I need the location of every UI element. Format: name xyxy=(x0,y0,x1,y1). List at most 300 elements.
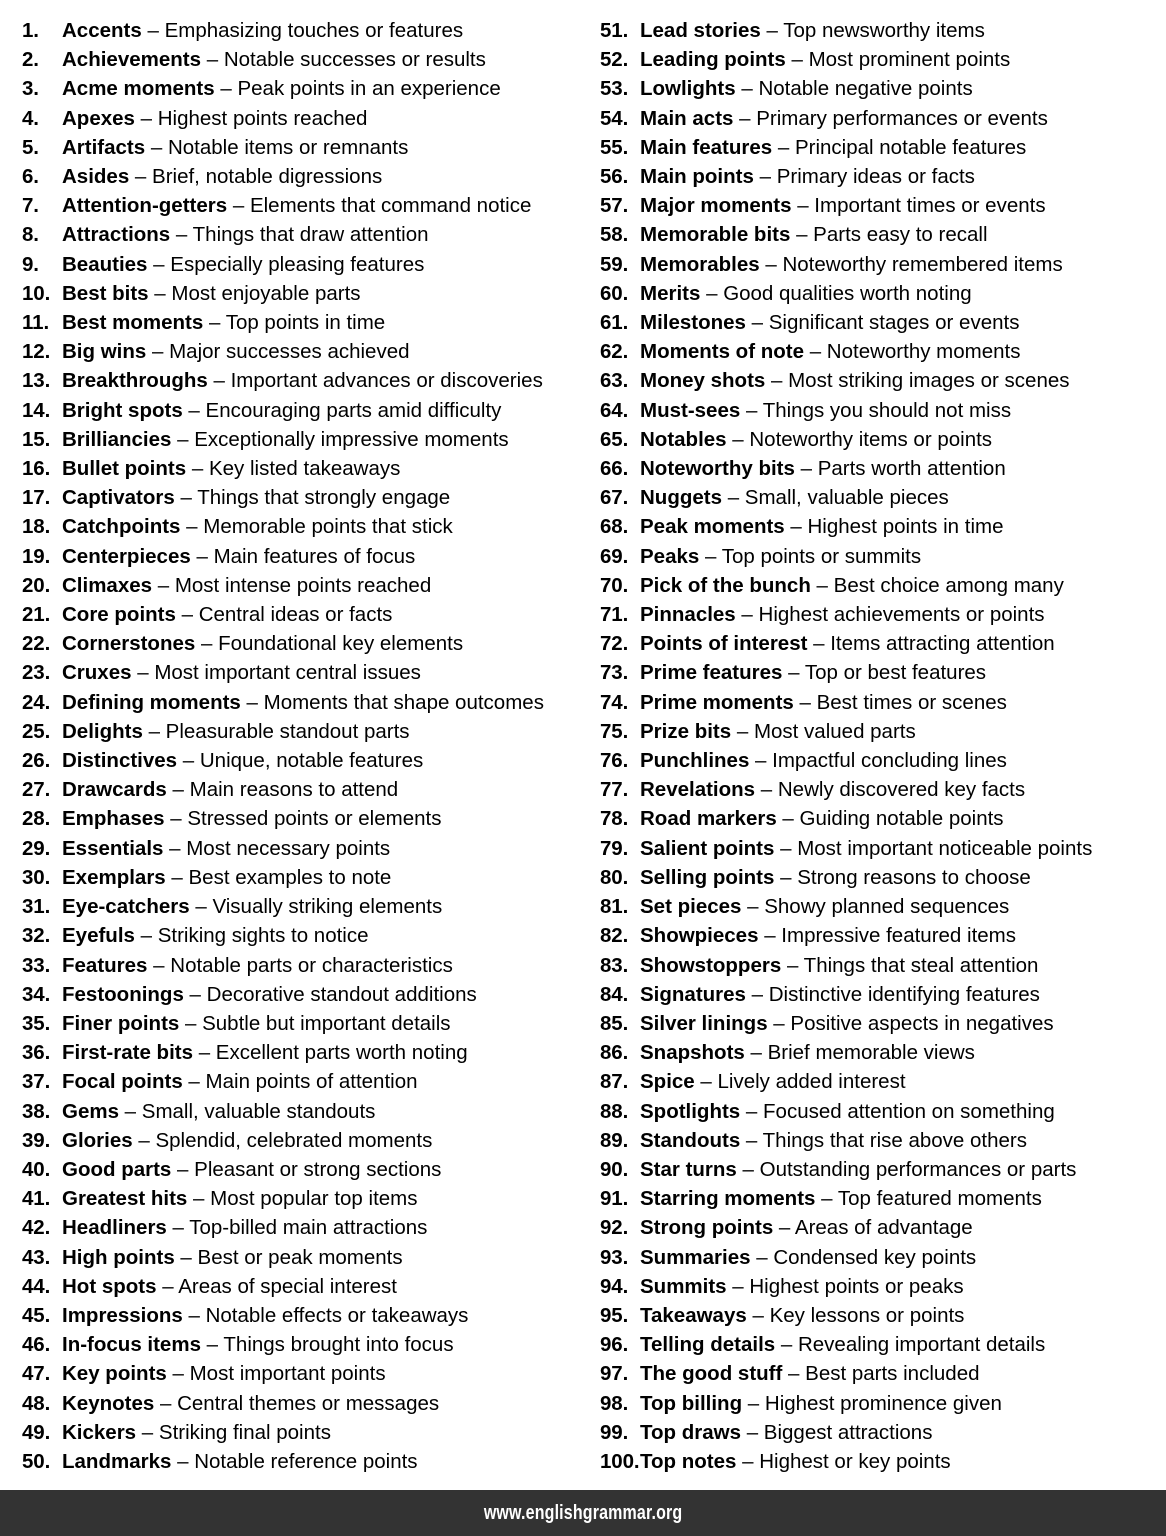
list-item-term: Core points xyxy=(62,603,176,627)
list-item-definition: Notable parts or characteristics xyxy=(170,953,453,977)
list-item-separator: – xyxy=(758,924,782,948)
list-item-definition: Noteworthy items or points xyxy=(749,427,993,451)
list-item-body xyxy=(640,133,1166,162)
list-item-definition: Parts worth attention xyxy=(817,457,1006,481)
list-item-separator: – xyxy=(791,194,815,218)
footer-bar xyxy=(0,1490,1166,1536)
list-item-number: 58. xyxy=(600,223,629,247)
list-item-number: 36. xyxy=(22,1041,51,1065)
list-item-term: Starring moments xyxy=(640,1187,816,1211)
list-item-body xyxy=(62,220,583,249)
list-item-body xyxy=(640,162,1166,191)
list-item xyxy=(22,308,583,337)
list-item xyxy=(22,74,583,103)
list-item-separator: – xyxy=(129,165,153,189)
list-item-separator: – xyxy=(781,953,804,977)
list-item-body xyxy=(62,366,583,395)
list-item-body xyxy=(640,717,1166,746)
list-item-number: 13. xyxy=(22,369,51,393)
list-item xyxy=(22,571,583,600)
list-item-separator: – xyxy=(753,165,777,189)
list-item-definition: Impressive featured items xyxy=(781,924,1016,948)
list-item-term: Snapshots xyxy=(640,1041,745,1065)
list-item-definition: Items attracting attention xyxy=(830,632,1055,656)
list-item-body xyxy=(62,834,583,863)
list-item-separator: – xyxy=(182,398,206,422)
list-item-body xyxy=(62,308,583,337)
list-item-separator: – xyxy=(785,48,809,72)
list-item-definition: Notable successes or results xyxy=(223,48,486,72)
list-item-term: Acme moments xyxy=(62,77,215,101)
list-item xyxy=(22,892,583,921)
list-item xyxy=(600,951,1166,980)
list-item-definition: Small, valuable standouts xyxy=(141,1099,376,1123)
list-item-term: The good stuff xyxy=(640,1362,783,1386)
list-item-definition: Impactful concluding lines xyxy=(772,749,1007,773)
list-item-number: 15. xyxy=(22,427,51,451)
list-item xyxy=(22,1213,583,1242)
list-item-term: Spice xyxy=(640,1070,695,1094)
list-item xyxy=(600,688,1166,717)
list-item-body xyxy=(62,191,583,220)
list-item-separator: – xyxy=(154,1391,178,1415)
list-item-separator: – xyxy=(736,1449,760,1473)
list-item-body xyxy=(62,16,583,45)
list-item-separator: – xyxy=(207,369,231,393)
list-item-separator: – xyxy=(203,311,226,335)
list-item-separator: – xyxy=(782,1362,806,1386)
list-item-number: 89. xyxy=(600,1128,629,1152)
list-item-separator: – xyxy=(733,106,757,130)
list-item-number: 16. xyxy=(22,457,51,481)
list-item-term: Pinnacles xyxy=(640,603,736,627)
list-item-definition: Parts easy to recall xyxy=(813,223,988,247)
list-item-number: 18. xyxy=(22,515,51,539)
list-item-term: Best bits xyxy=(62,281,149,305)
list-item-body xyxy=(62,74,583,103)
list-item-separator: – xyxy=(744,1041,768,1065)
list-item-number: 17. xyxy=(22,486,51,510)
list-item-definition: Highest achievements or points xyxy=(758,603,1045,627)
list-item xyxy=(22,162,583,191)
list-item-definition: Pleasant or strong sections xyxy=(194,1157,442,1181)
list-item-term: Spotlights xyxy=(640,1099,741,1123)
list-item-term: Main acts xyxy=(640,106,734,130)
list-item xyxy=(600,921,1166,950)
list-item-separator: – xyxy=(774,865,798,889)
list-item-definition: Best or peak moments xyxy=(197,1245,403,1269)
list-item-term: Greatest hits xyxy=(62,1187,188,1211)
list-item xyxy=(600,366,1166,395)
list-item xyxy=(600,980,1166,1009)
list-item-definition: Important times or events xyxy=(814,194,1046,218)
list-item-separator: – xyxy=(164,807,188,831)
list-item-body xyxy=(62,1447,583,1476)
list-item-number: 98. xyxy=(600,1391,629,1415)
list-item-number: 87. xyxy=(600,1070,629,1094)
list-item-definition: Highest points or peaks xyxy=(749,1274,964,1298)
list-item-separator: – xyxy=(790,223,814,247)
list-item-separator: – xyxy=(772,135,795,159)
list-item-body xyxy=(640,74,1166,103)
list-item-definition: Top newsworthy items xyxy=(783,19,985,42)
list-item-body xyxy=(640,1301,1166,1330)
list-item-number: 84. xyxy=(600,982,629,1006)
list-item-body xyxy=(640,1447,1166,1476)
list-item-body xyxy=(62,1009,583,1038)
list-item-separator: – xyxy=(166,778,190,802)
list-item-separator: – xyxy=(152,573,175,597)
list-item xyxy=(22,1126,583,1155)
list-item-number: 56. xyxy=(600,165,629,189)
list-item xyxy=(22,1301,583,1330)
list-item-definition: Biggest attractions xyxy=(763,1420,933,1444)
list-item-body xyxy=(62,279,583,308)
list-item-separator: – xyxy=(174,1245,198,1269)
list-item-body xyxy=(640,658,1166,687)
list-item-term: Merits xyxy=(640,281,701,305)
list-item-separator: – xyxy=(741,1420,764,1444)
list-item-separator: – xyxy=(147,252,171,276)
list-item-separator: – xyxy=(749,749,773,773)
list-item xyxy=(22,804,583,833)
list-item-body xyxy=(640,279,1166,308)
list-item-term: Top notes xyxy=(640,1449,737,1473)
list-item-number: 9. xyxy=(22,252,39,276)
list-item-body xyxy=(62,396,583,425)
list-item xyxy=(600,1038,1166,1067)
list-item-body xyxy=(62,1330,583,1359)
list-item-definition: Memorable points that stick xyxy=(203,515,453,539)
list-item-definition: Most important central issues xyxy=(154,661,421,685)
list-item-number: 24. xyxy=(22,690,51,714)
list-item-term: Must-sees xyxy=(640,398,741,422)
list-item xyxy=(22,1330,583,1359)
list-item-number: 14. xyxy=(22,398,51,422)
list-item-number: 71. xyxy=(600,603,629,627)
list-item-body xyxy=(62,337,583,366)
list-item xyxy=(600,1359,1166,1388)
list-item xyxy=(22,1097,583,1126)
list-item-term: Milestones xyxy=(640,311,746,335)
list-item-body xyxy=(640,746,1166,775)
list-item-separator: – xyxy=(740,1128,763,1152)
list-item xyxy=(600,1418,1166,1447)
list-item-number: 51. xyxy=(600,19,629,42)
list-item-number: 99. xyxy=(600,1420,629,1444)
list-item-definition: Moments that shape outcomes xyxy=(263,690,544,714)
list-item-definition: Condensed key points xyxy=(773,1245,977,1269)
list-item-term: Cornerstones xyxy=(62,632,196,656)
footer-website-text: www.englishgrammar.org xyxy=(483,1501,683,1524)
list-item-term: Prize bits xyxy=(640,719,732,743)
list-item-term: Exemplars xyxy=(62,865,166,889)
list-item-body xyxy=(62,1038,583,1067)
list-item xyxy=(22,1038,583,1067)
list-item-body xyxy=(640,1389,1166,1418)
list-item-definition: Foundational key elements xyxy=(218,632,464,656)
list-item-definition: Positive aspects in negatives xyxy=(790,1011,1054,1035)
list-item-definition: Primary ideas or facts xyxy=(776,165,975,189)
list-item-term: Strong points xyxy=(640,1216,774,1240)
list-item-separator: – xyxy=(784,515,808,539)
list-item-separator: – xyxy=(804,340,827,364)
list-item-term: Prime moments xyxy=(640,690,794,714)
list-item-term: Revelations xyxy=(640,778,756,802)
list-item-term: Summits xyxy=(640,1274,727,1298)
list-item-number: 27. xyxy=(22,778,51,802)
list-item-body xyxy=(62,1184,583,1213)
list-item-number: 76. xyxy=(600,749,629,773)
list-item-term: Showpieces xyxy=(640,924,759,948)
list-item-body xyxy=(640,1126,1166,1155)
list-item-number: 96. xyxy=(600,1333,629,1357)
list-item xyxy=(600,1155,1166,1184)
list-item-body xyxy=(640,892,1166,921)
list-item-definition: Things that draw attention xyxy=(192,223,429,247)
list-item-definition: Newly discovered key facts xyxy=(777,778,1026,802)
list-item xyxy=(600,191,1166,220)
list-item-term: Festoonings xyxy=(62,982,184,1006)
list-item-separator: – xyxy=(755,778,778,802)
list-item-number: 74. xyxy=(600,690,629,714)
list-item-body xyxy=(640,220,1166,249)
list-item-number: 43. xyxy=(22,1245,51,1269)
list-item-definition: Key listed takeaways xyxy=(208,457,401,481)
list-item-term: In-focus items xyxy=(62,1333,201,1357)
list-item-separator: – xyxy=(171,1157,195,1181)
list-item-body xyxy=(62,250,583,279)
list-item-definition: Good qualities worth noting xyxy=(723,281,972,305)
list-item-body xyxy=(640,629,1166,658)
list-item-number: 97. xyxy=(600,1362,629,1386)
list-item xyxy=(600,571,1166,600)
list-item-separator: – xyxy=(193,1041,216,1065)
list-item-separator: – xyxy=(746,1303,770,1327)
list-item-definition: Decorative standout additions xyxy=(206,982,477,1006)
list-item-term: Nuggets xyxy=(640,486,722,510)
list-item xyxy=(600,804,1166,833)
list-item xyxy=(600,1330,1166,1359)
list-item xyxy=(22,512,583,541)
list-item-separator: – xyxy=(200,1333,224,1357)
list-item xyxy=(600,512,1166,541)
list-item-separator: – xyxy=(141,19,165,42)
list-item xyxy=(600,863,1166,892)
list-item-term: Brilliancies xyxy=(62,427,172,451)
list-item-definition: Most intense points reached xyxy=(174,573,432,597)
list-item-definition: Notable effects or takeaways xyxy=(205,1303,469,1327)
list-item-term: Set pieces xyxy=(640,895,742,919)
list-item-body xyxy=(640,454,1166,483)
list-item-term: Punchlines xyxy=(640,749,750,773)
list-item-number: 42. xyxy=(22,1216,51,1240)
list-item xyxy=(22,191,583,220)
list-item-number: 57. xyxy=(600,194,629,218)
list-item-number: 52. xyxy=(600,48,629,72)
list-item-number: 31. xyxy=(22,895,51,919)
list-item-term: Emphases xyxy=(62,807,165,831)
list-item-separator: – xyxy=(726,1274,750,1298)
list-item-body xyxy=(640,951,1166,980)
list-item-definition: Main points of attention xyxy=(205,1070,418,1094)
list-item-definition: Key lessons or points xyxy=(769,1303,965,1327)
list-item-term: Main points xyxy=(640,165,754,189)
list-item-number: 20. xyxy=(22,573,51,597)
list-item-separator: – xyxy=(793,690,817,714)
list-item-definition: Best parts included xyxy=(805,1362,980,1386)
list-item xyxy=(22,366,583,395)
list-item-term: Achievements xyxy=(62,48,202,72)
list-item-term: Centerpieces xyxy=(62,544,191,568)
list-item-term: Selling points xyxy=(640,865,775,889)
list-item-definition: Striking final points xyxy=(158,1420,331,1444)
list-item-body xyxy=(62,951,583,980)
list-item-definition: Top points in time xyxy=(225,311,386,335)
list-item-separator: – xyxy=(745,311,769,335)
list-item-term: Keynotes xyxy=(62,1391,155,1415)
list-item-body xyxy=(62,162,583,191)
list-item-number: 63. xyxy=(600,369,629,393)
list-item-number: 70. xyxy=(600,573,629,597)
list-item-separator: – xyxy=(815,1187,838,1211)
list-column-right xyxy=(583,16,1166,1476)
list-item-term: Salient points xyxy=(640,836,775,860)
list-item-number: 91. xyxy=(600,1187,629,1211)
list-column-left xyxy=(0,16,583,1476)
list-item-definition: Subtle but important details xyxy=(202,1011,451,1035)
list-item-separator: – xyxy=(180,515,204,539)
list-item-term: Drawcards xyxy=(62,778,167,802)
list-item-body xyxy=(62,746,583,775)
list-item xyxy=(600,1097,1166,1126)
list-item-separator: – xyxy=(190,544,214,568)
list-item-body xyxy=(640,863,1166,892)
list-item-definition: Distinctive identifying features xyxy=(768,982,1040,1006)
list-item xyxy=(600,16,1166,45)
list-item-number: 10. xyxy=(22,281,51,305)
list-item-body xyxy=(640,1155,1166,1184)
list-item-term: Delights xyxy=(62,719,143,743)
list-item-body xyxy=(640,1038,1166,1067)
list-item-number: 2. xyxy=(22,48,39,72)
list-item-term: Money shots xyxy=(640,369,766,393)
list-item xyxy=(600,1447,1166,1476)
list-item-body xyxy=(640,1213,1166,1242)
list-item-separator: – xyxy=(700,281,724,305)
list-item-separator: – xyxy=(174,486,198,510)
list-item-number: 75. xyxy=(600,719,629,743)
list-item-number: 1. xyxy=(22,19,39,42)
list-item-body xyxy=(62,1097,583,1126)
list-item-separator: – xyxy=(214,77,238,101)
list-item-number: 37. xyxy=(22,1070,51,1094)
list-item-definition: Stressed points or elements xyxy=(187,807,442,831)
list-item-body xyxy=(62,658,583,687)
list-item-separator: – xyxy=(759,252,783,276)
list-item-number: 80. xyxy=(600,865,629,889)
list-item-separator: – xyxy=(731,719,754,743)
list-item-term: Silver linings xyxy=(640,1011,768,1035)
list-item-number: 49. xyxy=(22,1420,51,1444)
list-item-body xyxy=(62,600,583,629)
list-item-term: Signatures xyxy=(640,982,746,1006)
list-item-number: 59. xyxy=(600,252,629,276)
list-item-term: First-rate bits xyxy=(62,1041,193,1065)
list-item-separator: – xyxy=(735,77,759,101)
list-item-separator: – xyxy=(182,1070,206,1094)
list-item-definition: Focused attention on something xyxy=(763,1099,1055,1123)
list-item-term: Noteworthy bits xyxy=(640,457,795,481)
list-item-separator: – xyxy=(810,573,834,597)
list-item-number: 69. xyxy=(600,544,629,568)
list-item-number: 95. xyxy=(600,1303,629,1327)
list-item xyxy=(600,162,1166,191)
list-item xyxy=(600,600,1166,629)
list-item-definition: Highest or key points xyxy=(759,1449,951,1473)
list-item-number: 7. xyxy=(22,194,39,218)
list-item-term: Standouts xyxy=(640,1128,741,1152)
list-item-separator: – xyxy=(148,281,172,305)
list-item-definition: Most necessary points xyxy=(186,836,391,860)
list-item-number: 77. xyxy=(600,778,629,802)
list-item-number: 78. xyxy=(600,807,629,831)
list-item-number: 50. xyxy=(22,1449,51,1473)
list-item-term: Takeaways xyxy=(640,1303,747,1327)
list-item xyxy=(22,980,583,1009)
list-item-term: Eye-catchers xyxy=(62,895,190,919)
list-item-term: Essentials xyxy=(62,836,164,860)
list-item-body xyxy=(62,1418,583,1447)
list-item xyxy=(600,220,1166,249)
list-item-body xyxy=(640,1272,1166,1301)
list-item xyxy=(22,951,583,980)
list-item-number: 48. xyxy=(22,1391,51,1415)
list-item-term: Cruxes xyxy=(62,661,132,685)
list-item xyxy=(600,1009,1166,1038)
list-item xyxy=(22,250,583,279)
list-item-term: Road markers xyxy=(640,807,777,831)
list-item-definition: Lively added interest xyxy=(717,1070,906,1094)
list-item-definition: Best choice among many xyxy=(833,573,1064,597)
list-item-definition: Strong reasons to choose xyxy=(797,865,1031,889)
list-item-definition: Brief, notable digressions xyxy=(152,165,383,189)
list-item-body xyxy=(62,892,583,921)
list-item-definition: Central themes or messages xyxy=(177,1391,440,1415)
list-item-definition: Guiding notable points xyxy=(799,807,1004,831)
list-item-number: 53. xyxy=(600,77,629,101)
list-item-separator: – xyxy=(131,661,155,685)
list-item xyxy=(600,658,1166,687)
list-item xyxy=(22,45,583,74)
list-item-term: Bullet points xyxy=(62,457,187,481)
list-item xyxy=(600,834,1166,863)
list-item-separator: – xyxy=(186,457,209,481)
list-item-term: Top draws xyxy=(640,1420,741,1444)
list-item-separator: – xyxy=(166,1362,190,1386)
list-item-separator: – xyxy=(171,427,195,451)
list-item-separator: – xyxy=(807,632,831,656)
list-item-number: 30. xyxy=(22,865,51,889)
list-item xyxy=(600,629,1166,658)
list-item-body xyxy=(640,104,1166,133)
list-item-term: Landmarks xyxy=(62,1449,172,1473)
list-item-definition: Most enjoyable parts xyxy=(171,281,361,305)
list-item-term: Key points xyxy=(62,1362,167,1386)
list-item xyxy=(22,279,583,308)
list-item-number: 33. xyxy=(22,953,51,977)
list-item-body xyxy=(62,542,583,571)
